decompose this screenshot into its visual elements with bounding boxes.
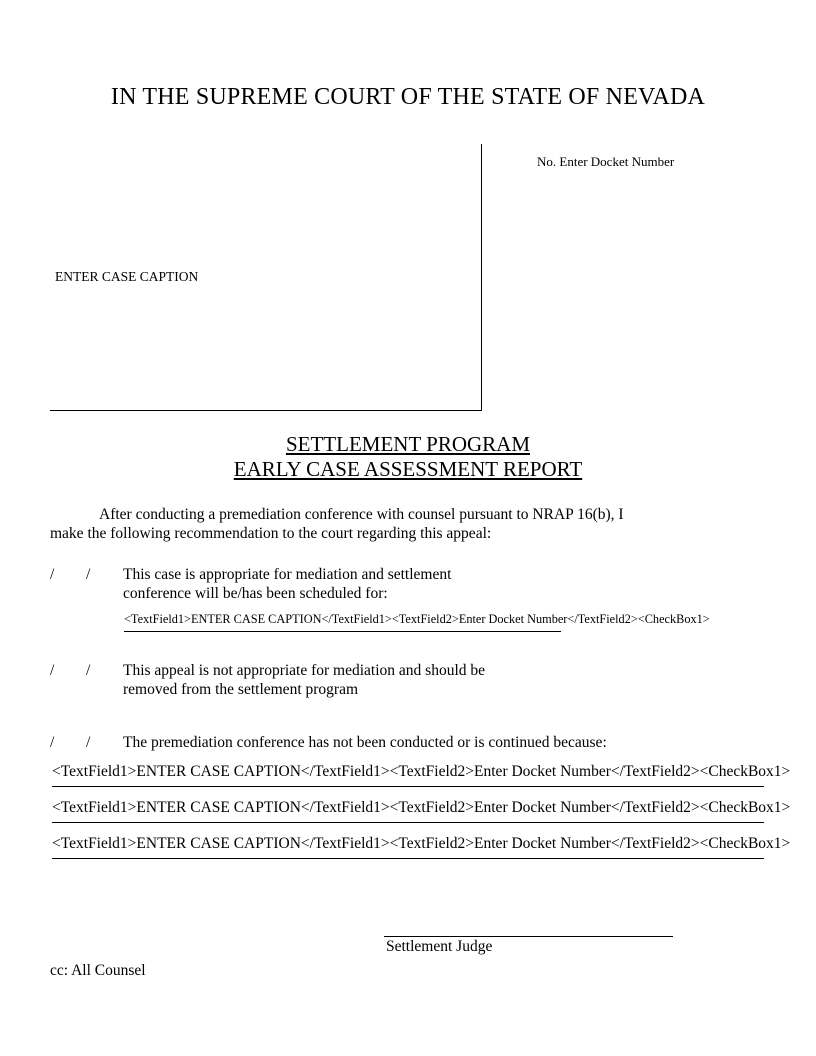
option-2-marker-right[interactable]: /: [86, 662, 91, 679]
option-3-marker-right[interactable]: /: [86, 734, 91, 751]
reason-field-2[interactable]: <TextField1>ENTER CASE CAPTION</TextField1><TextField2>Enter Docket Number</TextField2><CheckBox1>: [52, 799, 764, 823]
intro-line-2: make the following recommendation to the court regarding this appeal:: [50, 525, 492, 542]
docket-prefix: No.: [537, 154, 557, 169]
option-1-line-1: This case is appropriate for mediation and settlement: [123, 566, 452, 583]
intro-line-1: After conducting a premediation conference with counsel pursuant to NRAP 16(b), I: [99, 506, 624, 523]
heading-early-case-assessment: EARLY CASE ASSESSMENT REPORT: [233, 457, 583, 481]
option-2-line-1: This appeal is not appropriate for mediation and should be: [123, 662, 486, 679]
reason-field-1[interactable]: <TextField1>ENTER CASE CAPTION</TextField1><TextField2>Enter Docket Number</TextField2><CheckBox1>: [52, 763, 764, 787]
heading-settlement-program: SETTLEMENT PROGRAM: [285, 432, 531, 456]
option-2-line-2: removed from the settlement program: [123, 681, 359, 698]
caption-vertical-divider: [481, 144, 482, 411]
court-title: IN THE SUPREME COURT OF THE STATE OF NEVADA: [110, 84, 706, 110]
option-2-marker-left[interactable]: /: [50, 662, 55, 679]
schedule-date-field[interactable]: <TextField1>ENTER CASE CAPTION</TextField1><TextField2>Enter Docket Number</TextField2><CheckBox1>: [124, 611, 561, 632]
option-1-marker-right[interactable]: /: [86, 566, 91, 583]
docket-number-field[interactable]: Enter Docket Number: [559, 154, 675, 169]
reason-field-3[interactable]: <TextField1>ENTER CASE CAPTION</TextField1><TextField2>Enter Docket Number</TextField2><CheckBox1>: [52, 835, 764, 859]
option-1-marker-left[interactable]: /: [50, 566, 55, 583]
caption-horizontal-divider: [50, 410, 482, 411]
docket-number: [537, 154, 674, 170]
case-caption-field[interactable]: ENTER CASE CAPTION: [55, 269, 199, 284]
option-3-marker-left[interactable]: /: [50, 734, 55, 751]
signature-line: [384, 936, 673, 937]
signature-label: Settlement Judge: [386, 938, 493, 955]
cc-line: cc: All Counsel: [50, 962, 146, 979]
option-3-line-1: The premediation conference has not been conducted or is continued because:: [123, 734, 607, 751]
option-1-line-2: conference will be/has been scheduled for:: [123, 585, 388, 602]
